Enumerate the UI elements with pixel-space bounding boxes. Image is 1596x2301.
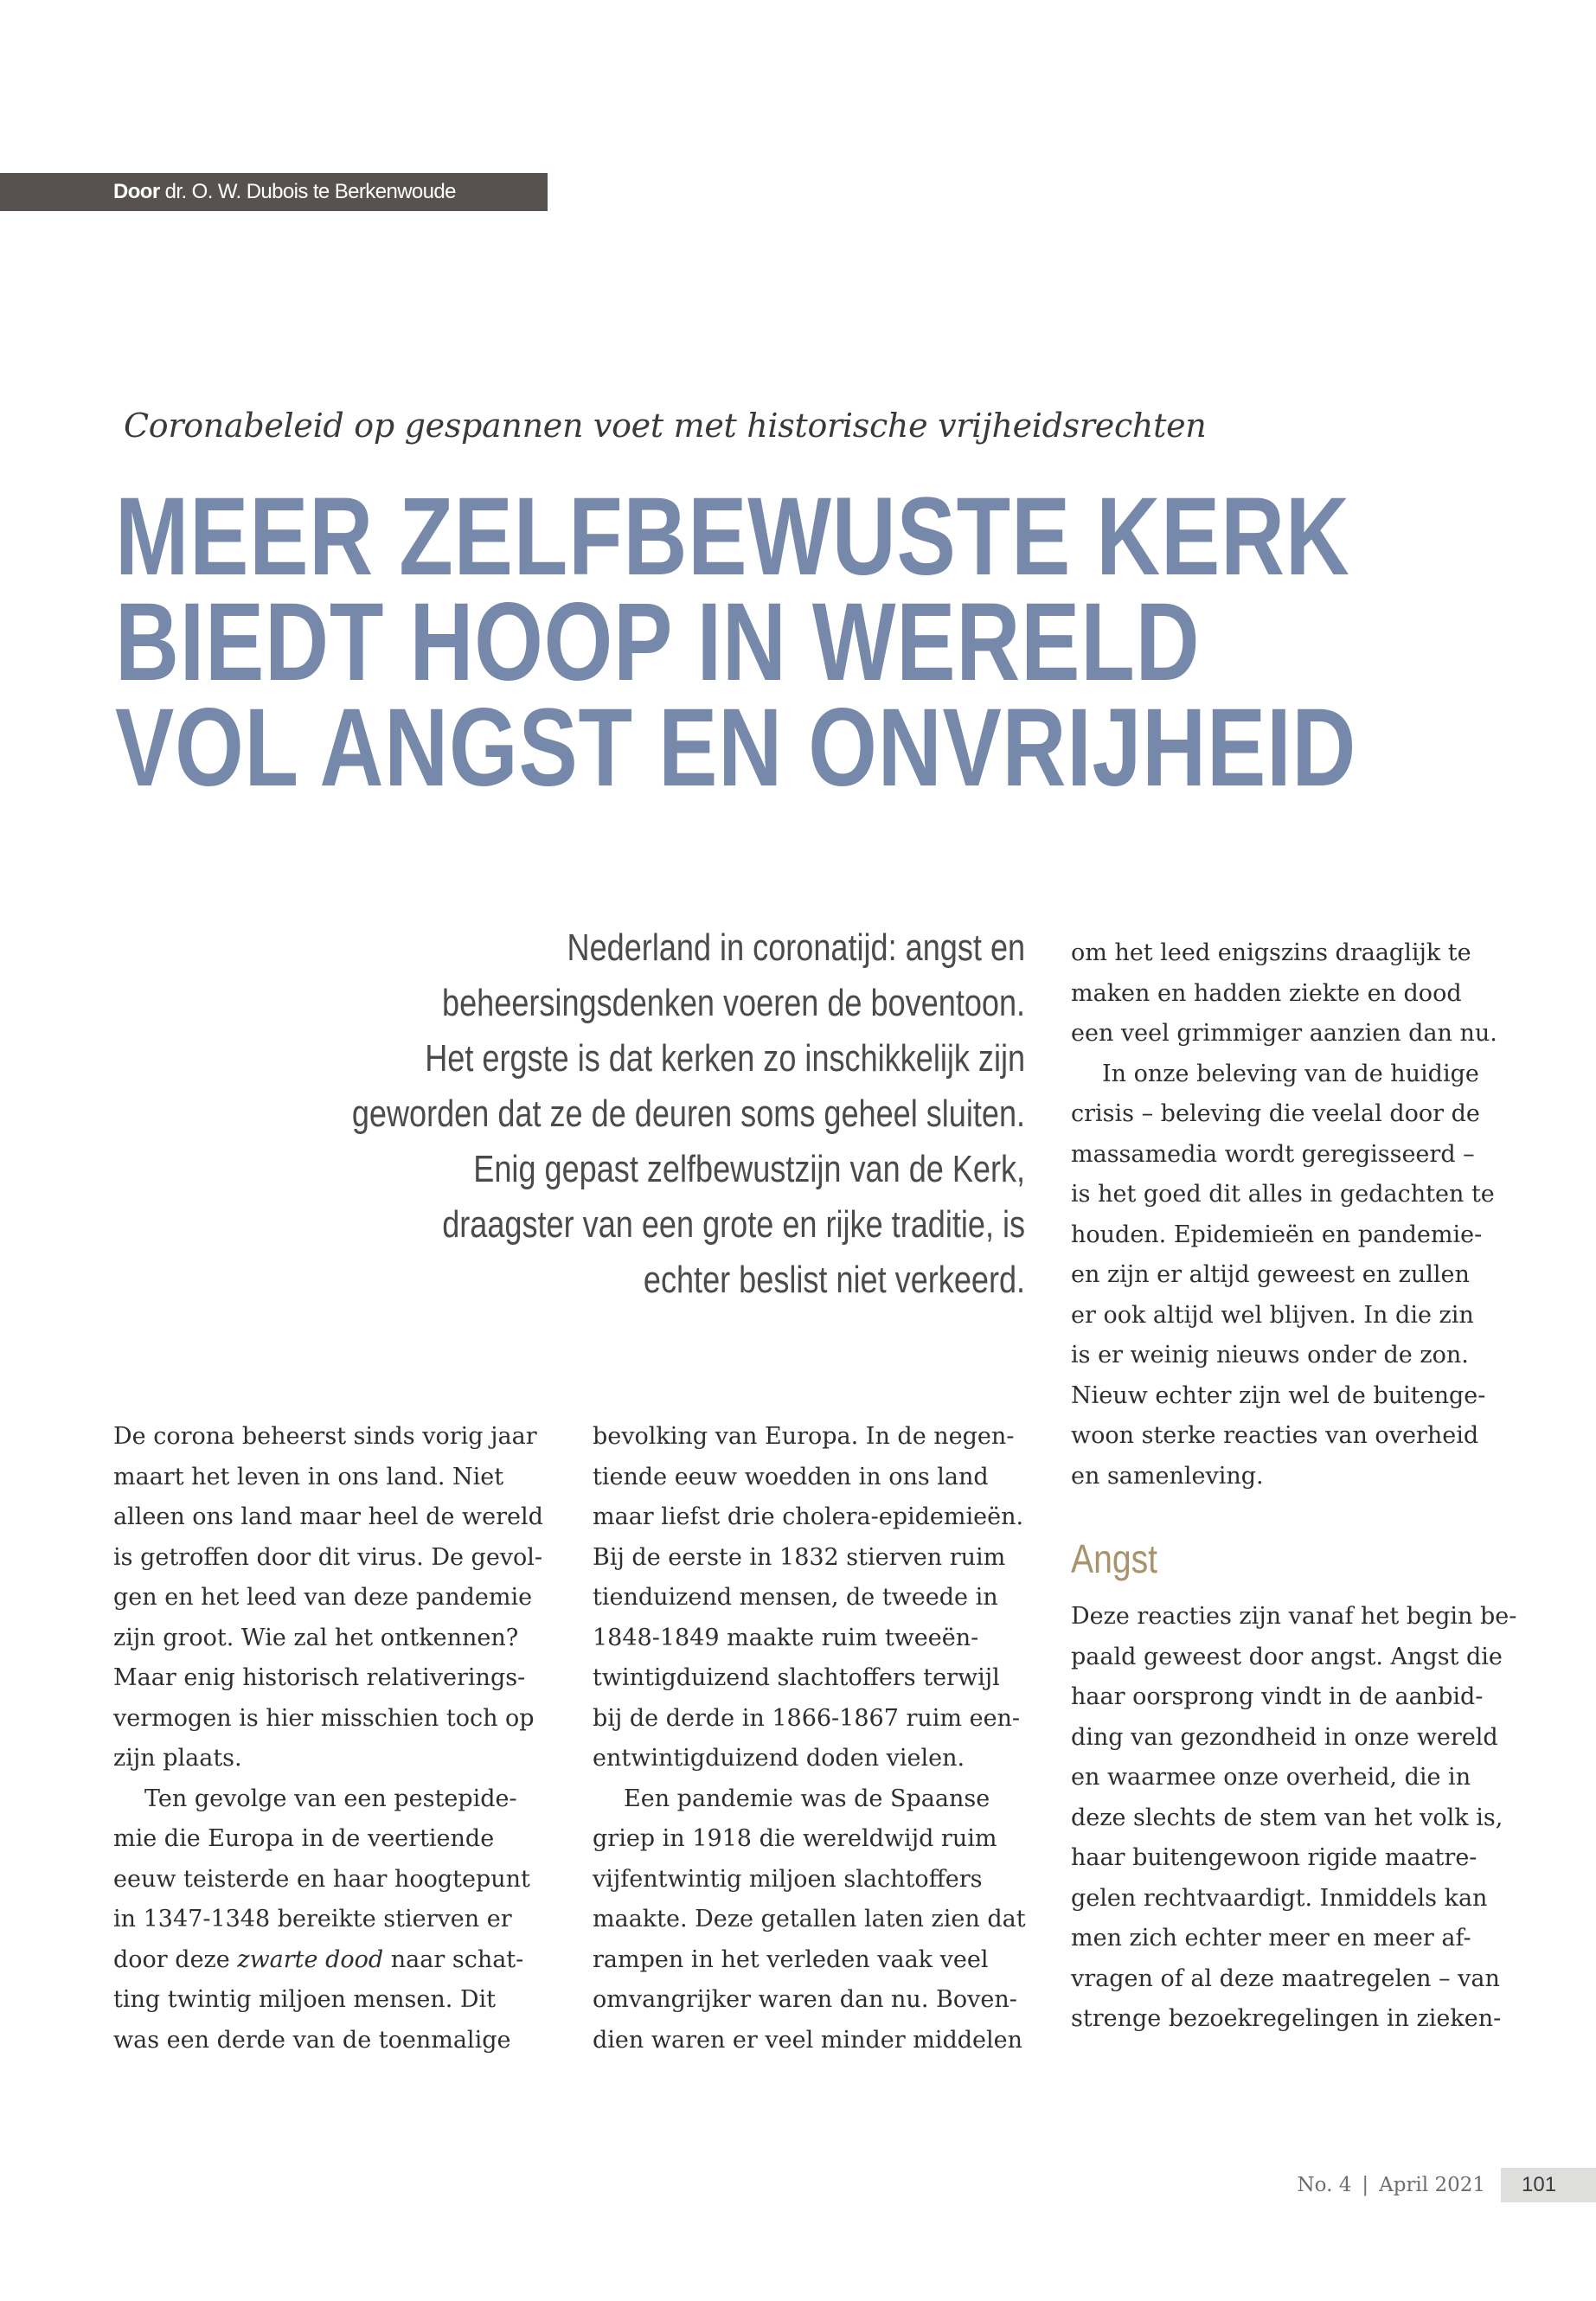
section-heading: Angst <box>1071 1536 1157 1581</box>
text-line: dien waren er veel minder middelen <box>593 2026 1022 2054</box>
text-line: om het leed enigszins draaglijk te <box>1071 939 1471 966</box>
text-line: entwintigduizend doden vielen. <box>593 1745 965 1772</box>
text-line: zijn plaats. <box>113 1745 242 1772</box>
byline-author: dr. O. W. Dubois te Berkenwoude <box>164 180 456 203</box>
headline-line: MEER ZELFBEWUSTE KERK <box>115 475 1350 599</box>
text-line: eeuw teisterde en haar hoogtepunt <box>113 1865 530 1893</box>
text-line: crisis – beleving die veelal door de <box>1071 1100 1480 1127</box>
body-column-3 <box>1071 933 1555 2040</box>
text-line: tiende eeuw woedden in ons land <box>593 1463 989 1490</box>
text-line: ding van gezondheid in onze wereld <box>1071 1723 1498 1751</box>
text-line: tienduizend mensen, de tweede in <box>593 1584 998 1611</box>
intro-line: draagster van een grote en rijke traditie, is <box>442 1203 1025 1246</box>
page-footer <box>1298 2168 1596 2202</box>
issue-date: April 2021 <box>1379 2174 1485 2196</box>
text-line: deze slechts de stem van het volk is, <box>1071 1804 1503 1831</box>
intro-line: echter beslist niet verkeerd. <box>643 1259 1025 1301</box>
headline-line: BIEDT HOOP IN WERELD <box>115 580 1201 704</box>
issue-number: No. 4 <box>1297 2174 1352 2196</box>
text-line: Ten gevolge van een pestepide- <box>144 1785 517 1812</box>
text-line: Een pandemie was de Spaanse <box>624 1785 990 1812</box>
text-line: maakte. Deze getallen laten zien dat <box>593 1906 1026 1932</box>
text-segment: naar schat- <box>383 1945 524 1973</box>
text-line: vijfentwintig miljoen slachtoffers <box>593 1865 983 1893</box>
issue-info <box>1298 2174 1485 2196</box>
text-line: strenge bezoekregelingen in zieken- <box>1071 2005 1502 2032</box>
text-line: en samenleving. <box>1071 1462 1264 1490</box>
text-line: In onze beleving van de huidige <box>1102 1060 1479 1087</box>
text-line: en waarmee onze overheid, die in <box>1071 1764 1471 1791</box>
text-line: haar buitengewoon rigide maatre- <box>1071 1844 1477 1871</box>
footer-separator: | <box>1362 2174 1369 2196</box>
text-line: bevolking van Europa. In de negen- <box>593 1423 1015 1450</box>
text-line: griep in 1918 die wereldwijd ruim <box>593 1825 997 1852</box>
text-line: ting twintig miljoen mensen. Dit <box>113 1986 497 2013</box>
text-line: twintigduizend slachtoffers terwijl <box>593 1664 1000 1691</box>
headline-line: VOL ANGST EN ONVRIJHEID <box>115 686 1357 810</box>
text-line: en zijn er altijd geweest en zullen <box>1071 1261 1470 1288</box>
intro-line: Het ergste is dat kerken zo inschikkelijk zijn <box>425 1037 1025 1080</box>
text-line: er ook altijd wel blijven. In die zin <box>1071 1301 1474 1329</box>
text-line: massamedia wordt geregisseerd – <box>1071 1140 1475 1168</box>
text-line: maart het leven in ons land. Niet <box>113 1463 504 1490</box>
text-line: bij de derde in 1866-1867 ruim een- <box>593 1704 1021 1732</box>
text-line: is er weinig nieuws onder de zon. <box>1071 1342 1469 1368</box>
byline-prefix: Door <box>113 180 160 203</box>
text-line: Maar enig historisch relativerings- <box>113 1664 526 1691</box>
text-line: gen en het leed van deze pandemie <box>113 1584 533 1611</box>
text-line: Nieuw echter zijn wel de buitenge- <box>1071 1381 1486 1409</box>
text-line: alleen ons land maar heel de wereld <box>113 1503 543 1530</box>
text-line: een veel grimmiger aanzien dan nu. <box>1071 1020 1497 1047</box>
intro-line: Enig gepast zelfbewustzijn van de Kerk, <box>473 1148 1025 1190</box>
body-column-1 <box>113 1417 598 2061</box>
text-line: maar liefst drie cholera-epidemieën. <box>593 1503 1024 1530</box>
text-line: De corona beheerst sinds vorig jaar <box>113 1423 537 1450</box>
intro-line: Nederland in coronatijd: angst en <box>567 926 1025 969</box>
text-line: gelen rechtvaardigt. Inmiddels kan <box>1071 1884 1488 1912</box>
intro-lead <box>352 920 1025 1308</box>
body-column-2 <box>593 1417 1077 2061</box>
text-line: mie die Europa in de veertiende <box>113 1825 495 1852</box>
italic-term: zwarte dood <box>237 1945 384 1973</box>
text-line: zijn groot. Wie zal het ontkennen? <box>113 1624 519 1651</box>
kicker: Coronabeleid op gespannen voet met historische vrijheidsrechten <box>124 407 1207 445</box>
text-line: in 1347-1348 bereikte stierven er <box>113 1906 512 1932</box>
headline <box>115 475 1357 810</box>
text-line-mixed <box>113 1940 598 1981</box>
text-line: men zich echter meer en meer af- <box>1071 1925 1471 1952</box>
page-number: 101 <box>1501 2168 1596 2202</box>
text-line: 1848-1849 maakte ruim tweeën- <box>593 1624 979 1651</box>
text-line: vragen of al deze maatregelen – van <box>1071 1965 1500 1992</box>
text-line: is getroffen door dit virus. De gevol- <box>113 1543 543 1571</box>
text-line: Deze reacties zijn vanaf het begin be- <box>1071 1603 1517 1630</box>
text-line: woon sterke reacties van overheid <box>1071 1422 1479 1449</box>
text-line: houden. Epidemieën en pandemie- <box>1071 1221 1483 1248</box>
text-line: vermogen is hier misschien toch op <box>113 1704 535 1732</box>
text-line: rampen in het verleden vaak veel <box>593 1945 989 1973</box>
intro-line: beheersingsdenken voeren de boventoon. <box>441 982 1025 1024</box>
intro-line: geworden dat ze de deuren soms geheel sluiten. <box>351 1093 1025 1135</box>
text-segment: door deze <box>113 1945 238 1973</box>
text-line: haar oorsprong vindt in de aanbid- <box>1071 1683 1484 1710</box>
text-line: maken en hadden ziekte en dood <box>1071 979 1462 1007</box>
text-line: omvangrijker waren dan nu. Boven- <box>593 1986 1017 2013</box>
text-line: paald geweest door angst. Angst die <box>1071 1643 1503 1670</box>
text-line: Bij de eerste in 1832 stierven ruim <box>593 1543 1006 1571</box>
byline-bar <box>0 173 548 211</box>
text-line: was een derde van de toenmalige <box>113 2026 511 2054</box>
text-line: is het goed dit alles in gedachten te <box>1071 1181 1495 1208</box>
